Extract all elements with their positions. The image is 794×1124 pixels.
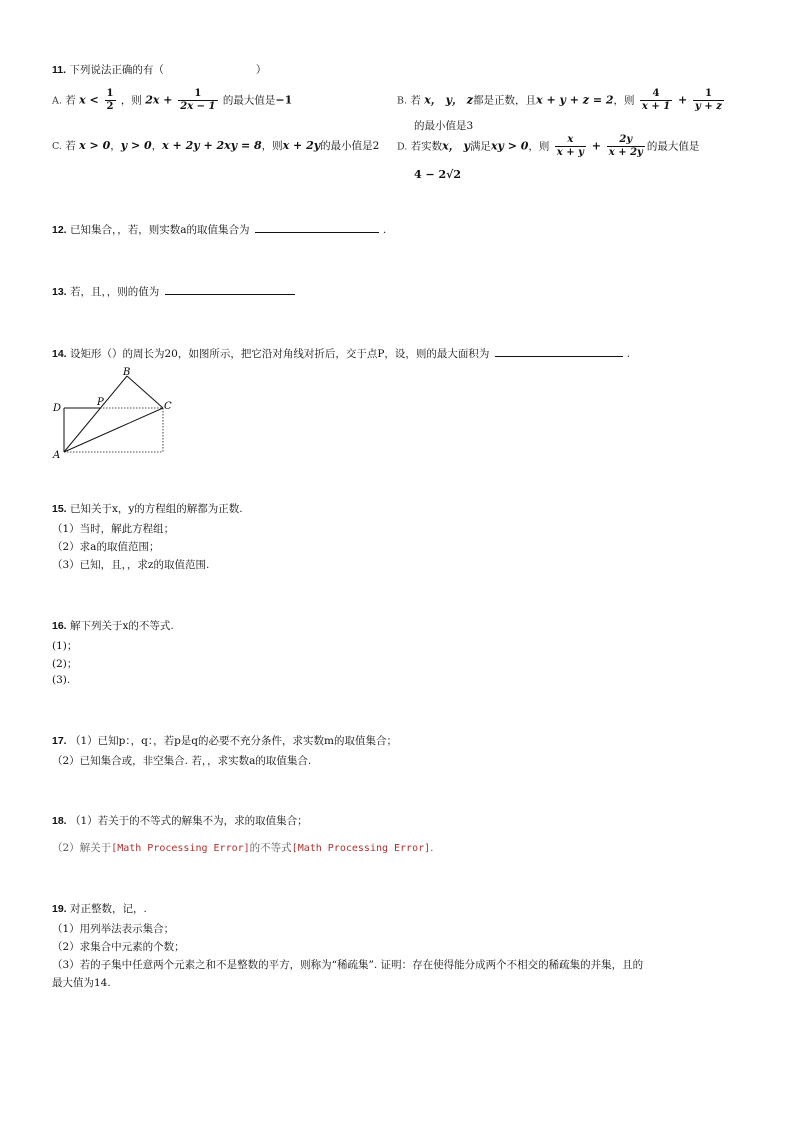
label-c: C [164,401,172,412]
q11-close: ） [255,64,267,76]
q15-part-2: （2）求a的取值范围； [52,541,160,553]
q12-answer-blank[interactable] [255,222,379,233]
q11-text: 下列说法正确的有（ [69,64,164,76]
q17-part-2: （2）已知集合或，非空集合. 若，，求实数a的取值集合. [52,755,312,767]
q19: 19. 对正整数，记，. [52,903,147,915]
q11-option-b-line2: 的最小值是3 [414,120,474,132]
q15-part-3: （3）已知，且，，求z的取值范围. [52,559,210,571]
q19-part-1: （1）用列举法表示集合； [52,923,175,935]
q14-figure [50,364,180,460]
q17: 17. （1）已知p：，q：，若p是q的必要不充分条件，求实数m的取值集合； [52,735,397,747]
q15: 15. 已知关于x，y的方程组的解都为正数. [52,503,243,515]
q13-answer-blank[interactable] [165,284,295,295]
q11-option-b: B. 若 x， y， z都是正数，且x + y + z = 2，则 $\frac{4}{x + 1}$ + $\frac{1}{y + z}$ [397,88,722,112]
label-d: D [53,403,62,414]
q14-answer-blank[interactable] [495,346,623,357]
label-a: A [53,450,61,460]
q19-part-3: （3）若的子集中任意两个元素之和不是整数的平方，则称为“稀疏集”. 证明：存在使得能分成两个不相交的稀疏集的并集，且的 [52,959,644,971]
q12: 12. 已知集合，，若，则实数a的取值集合为 . [52,224,387,236]
q11-option-a: A. 若 x < $\frac{1}{2}$ ，则 2x + $\frac{1}{2x - 1}$ 的最大值是−1 [52,88,293,112]
q18-part-2: （2）解关于[Math Processing Error]的不等式[Math Processing Error]. [52,842,434,854]
q16: 16. 解下列关于x的不等式. [52,620,174,632]
q11-option-d-line2: 4 − 2√2 [414,168,462,181]
q11-option-d: D. 若实数x， y满足xy > 0，则 $\frac{x}{x + y}$ + $\frac{2y}{x + 2y}$ 的最大值是 [397,134,700,158]
label-p: P [97,397,104,408]
q11-option-c: C. 若 x > 0，y > 0，x + 2y + 2xy = 8，则x + 2y的最小值是2 [52,139,380,152]
q13: 13. 若，且，，则的值为 [52,284,295,299]
q16-part-1: (1)； [52,640,78,652]
q19-part-2: （2）求集合中元素的个数； [52,941,185,953]
q11-number: 11. [52,64,67,76]
math-error-1: [Math Processing Error] [111,843,250,854]
q14: 14. 设矩形（）的周长为20，如图所示，把它沿对角线对折后，交于点P，设，则的最大面积为 . [52,348,631,360]
math-error-2: [Math Processing Error] [291,843,431,854]
label-b: B [123,367,131,378]
q11-stem [52,64,266,77]
q19-part-3-cont: 最大值为14. [52,977,111,989]
q16-part-2: (2)； [52,658,78,670]
q18: 18. （1）若关于的不等式的解集不为，求的取值集合； [52,815,308,827]
q15-part-1: （1）当时，解此方程组； [52,523,175,535]
q16-part-3: (3). [52,674,71,686]
